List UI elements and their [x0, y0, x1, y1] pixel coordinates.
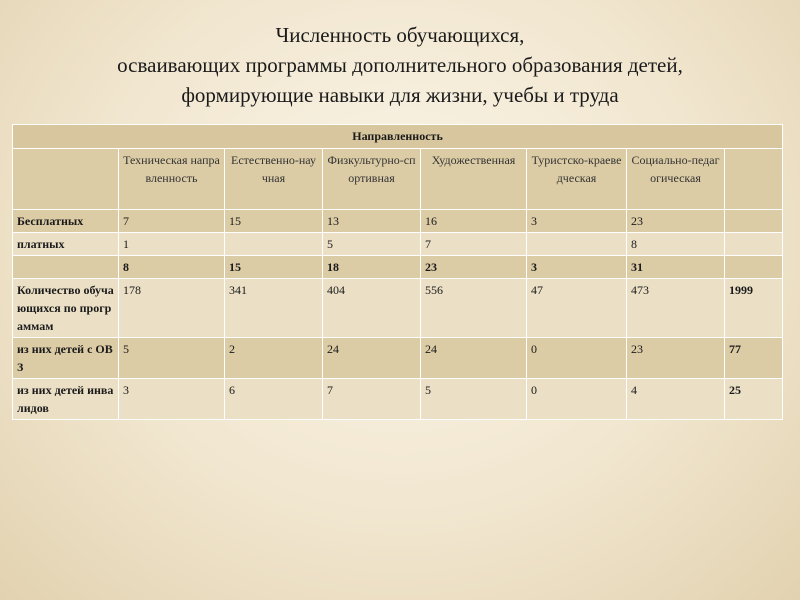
row-label: из них детей инвалидов	[13, 379, 119, 420]
table-cell: 0	[527, 338, 627, 379]
table-cell: 23	[627, 210, 725, 233]
table-cell: 47	[527, 279, 627, 338]
table-cell: 31	[627, 256, 725, 279]
row-label: Бесплатных	[13, 210, 119, 233]
table-cell: 8	[627, 233, 725, 256]
table-cell: 24	[421, 338, 527, 379]
table-cell: 15	[225, 210, 323, 233]
table-cell: 0	[527, 379, 627, 420]
col-header-science: Естественно-научная	[225, 149, 323, 210]
col-header-technical: Техническая направленность	[119, 149, 225, 210]
table-cell: 18	[323, 256, 421, 279]
students-table	[12, 124, 783, 420]
direction-header-row	[13, 125, 783, 149]
table-cell: 1	[119, 233, 225, 256]
table-cell: 15	[225, 256, 323, 279]
slide-title	[0, 20, 800, 110]
table-row-paid	[13, 233, 783, 256]
col-header-arts: Художественная	[421, 149, 527, 210]
table-row-count	[13, 279, 783, 338]
table-cell: 8	[119, 256, 225, 279]
table-cell: 23	[421, 256, 527, 279]
row-label: Количество обучающихся по программам	[13, 279, 119, 338]
row-label: из них детей с ОВЗ	[13, 338, 119, 379]
table-cell: 13	[323, 210, 421, 233]
table-cell: 3	[527, 210, 627, 233]
table-cell: 4	[627, 379, 725, 420]
table-row-free	[13, 210, 783, 233]
col-header-total	[725, 149, 783, 210]
title-line-3: формирующие навыки для жизни, учебы и труда	[181, 83, 619, 107]
table-cell: 341	[225, 279, 323, 338]
table-cell: 6	[225, 379, 323, 420]
table-cell: 16	[421, 210, 527, 233]
table-cell: 3	[119, 379, 225, 420]
row-label: платных	[13, 233, 119, 256]
total-cell: 1999	[725, 279, 783, 338]
table-cell: 23	[627, 338, 725, 379]
table-row-totals	[13, 256, 783, 279]
table-cell: 7	[119, 210, 225, 233]
table-cell: 404	[323, 279, 421, 338]
total-cell: 25	[725, 379, 783, 420]
table-row-invalid	[13, 379, 783, 420]
table-cell: 556	[421, 279, 527, 338]
col-header-tourism: Туристско-краеведческая	[527, 149, 627, 210]
direction-header: Направленность	[13, 125, 783, 149]
corner-cell	[13, 149, 119, 210]
table-cell: 3	[527, 256, 627, 279]
table-cell: 2	[225, 338, 323, 379]
col-header-sports: Физкультурно-спортивная	[323, 149, 421, 210]
col-header-social: Социально-педагогическая	[627, 149, 725, 210]
table-cell	[527, 233, 627, 256]
table-cell: 7	[421, 233, 527, 256]
table-cell: 5	[323, 233, 421, 256]
row-label	[13, 256, 119, 279]
total-cell	[725, 210, 783, 233]
title-line-1: Численность обучающихся,	[275, 23, 525, 47]
column-header-row	[13, 149, 783, 210]
table-cell: 473	[627, 279, 725, 338]
total-cell: 77	[725, 338, 783, 379]
table-cell: 7	[323, 379, 421, 420]
table-row-ovz	[13, 338, 783, 379]
title-line-2: осваивающих программы дополнительного образования детей,	[117, 53, 683, 77]
total-cell	[725, 233, 783, 256]
table-cell: 5	[421, 379, 527, 420]
table-cell: 178	[119, 279, 225, 338]
total-cell	[725, 256, 783, 279]
table-cell: 5	[119, 338, 225, 379]
table-cell: 24	[323, 338, 421, 379]
table-cell	[225, 233, 323, 256]
